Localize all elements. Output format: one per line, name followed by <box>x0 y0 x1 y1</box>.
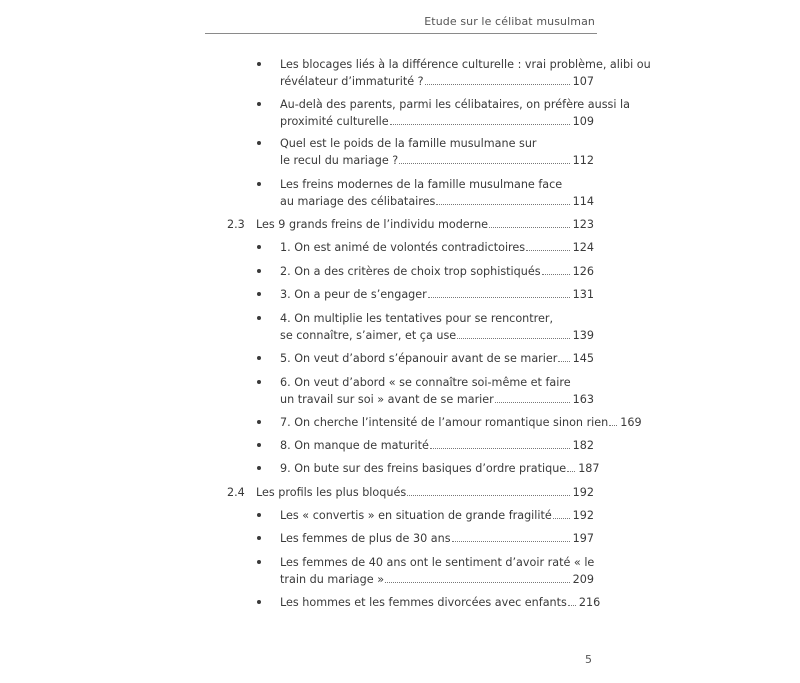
entry-title-text: Les « convertis » en situation de grande fragilité <box>280 509 552 522</box>
bullet-icon <box>257 420 261 424</box>
toc-subentry <box>257 554 594 588</box>
entry-page-number: 109 <box>572 115 594 128</box>
entry-page-number: 169 <box>620 416 642 429</box>
bullet-icon <box>257 62 261 66</box>
entry-page-number: 107 <box>572 75 594 88</box>
toc-subentry <box>257 350 594 367</box>
entry-title-text: 4. On multiplie les tentatives pour se rencontrer, <box>280 312 554 325</box>
bullet-icon <box>257 560 261 564</box>
bullet-icon <box>257 269 261 273</box>
dot-leader <box>609 425 617 426</box>
dot-leader <box>428 297 570 298</box>
entry-title-text: 1. On est animé de volontés contradictoires <box>280 241 526 254</box>
toc-subentry <box>257 286 594 303</box>
bullet-icon <box>257 102 261 106</box>
dot-leader <box>390 124 570 125</box>
toc-subentry <box>257 96 630 130</box>
toc-section-entry <box>227 216 594 233</box>
entry-page-number: 124 <box>572 241 594 254</box>
entry-page-number: 182 <box>572 439 594 452</box>
toc-subentry <box>257 310 594 344</box>
entry-title-text: 8. On manque de maturité <box>280 439 429 452</box>
running-header-title: Etude sur le célibat musulman <box>424 15 595 28</box>
entry-page-number: 131 <box>572 288 594 301</box>
entry-page-number: 139 <box>572 329 594 342</box>
dot-leader <box>436 204 569 205</box>
entry-title-text: révélateur d’immaturité ? <box>280 75 424 88</box>
toc-subentry <box>257 135 594 169</box>
bullet-icon <box>257 245 261 249</box>
bullet-icon <box>257 536 261 540</box>
toc-subentry <box>257 437 594 454</box>
bullet-icon <box>257 466 261 470</box>
entry-title-text: Au-delà des parents, parmi les célibataires, on préfère aussi la <box>280 98 630 111</box>
dot-leader <box>495 402 570 403</box>
bullet-icon <box>257 443 261 447</box>
dot-leader <box>430 448 570 449</box>
toc-subentry <box>257 176 594 210</box>
toc-subentry <box>257 460 600 477</box>
toc-subentry <box>257 530 594 547</box>
toc-subentry <box>257 507 594 524</box>
toc-subentry <box>257 56 651 90</box>
dot-leader <box>558 361 569 362</box>
page-number: 5 <box>585 653 592 666</box>
entry-page-number: 145 <box>572 352 594 365</box>
entry-title-text: proximité culturelle <box>280 115 389 128</box>
entry-page-number: 216 <box>578 596 601 609</box>
toc-subentry <box>257 414 642 431</box>
toc-subentry <box>257 239 594 256</box>
bullet-icon <box>257 356 261 360</box>
bullet-icon <box>257 141 261 145</box>
toc-subentry <box>257 594 601 611</box>
toc-subentry <box>257 374 594 408</box>
dot-leader <box>457 338 569 339</box>
entry-title-text: se connaître, s’aimer, et ça use <box>280 329 457 342</box>
entry-page-number: 192 <box>572 509 594 522</box>
entry-title-text: Les freins modernes de la famille musulmane face <box>280 178 563 191</box>
entry-title-text: Les femmes de plus de 30 ans <box>280 532 451 545</box>
dot-leader <box>452 541 570 542</box>
entry-title-text: train du mariage » <box>280 573 385 586</box>
entry-title-text: 7. On cherche l’intensité de l’amour romantique sinon rien <box>280 416 609 429</box>
entry-title-text: 2. On a des critères de choix trop sophistiqués <box>280 265 541 278</box>
entry-title-text: Les blocages liés à la différence culturelle : vrai problème, alibi ou <box>280 58 651 71</box>
section-number: 2.4 <box>227 486 245 499</box>
entry-title-text: Les 9 grands freins de l’individu moderne <box>256 218 489 231</box>
dot-leader <box>568 605 576 606</box>
entry-page-number: 126 <box>572 265 594 278</box>
dot-leader <box>407 495 569 496</box>
entry-title-text: un travail sur soi » avant de se marier <box>280 393 494 406</box>
bullet-icon <box>257 182 261 186</box>
dot-leader <box>489 227 570 228</box>
entry-page-number: 192 <box>572 486 594 499</box>
entry-title-text: Les hommes et les femmes divorcées avec enfants <box>280 596 567 609</box>
entry-title-text: Les femmes de 40 ans ont le sentiment d’avoir raté « le <box>280 556 595 569</box>
section-number: 2.3 <box>227 218 245 231</box>
entry-title-text: au mariage des célibataires <box>280 195 436 208</box>
entry-title-text: Quel est le poids de la famille musulmane sur <box>280 137 537 150</box>
entry-title-text: le recul du mariage ? <box>280 154 399 167</box>
dot-leader <box>553 518 570 519</box>
entry-page-number: 197 <box>572 532 594 545</box>
entry-title-text: 9. On bute sur des freins basiques d’ordre pratique <box>280 462 567 475</box>
bullet-icon <box>257 600 261 604</box>
toc-section-entry <box>227 484 594 501</box>
bullet-icon <box>257 380 261 384</box>
dot-leader <box>399 163 569 164</box>
entry-page-number: 163 <box>572 393 594 406</box>
entry-page-number: 187 <box>578 462 600 475</box>
entry-title-text: 5. On veut d’abord s’épanouir avant de se marier <box>280 352 558 365</box>
bullet-icon <box>257 292 261 296</box>
dot-leader <box>542 274 570 275</box>
dot-leader <box>567 471 575 472</box>
entry-page-number: 112 <box>572 154 594 167</box>
dot-leader <box>526 250 570 251</box>
entry-title-text: 3. On a peur de s’engager <box>280 288 427 301</box>
bullet-icon <box>257 316 261 320</box>
entry-page-number: 123 <box>572 218 594 231</box>
header-rule <box>205 33 597 34</box>
entry-page-number: 114 <box>572 195 594 208</box>
toc-subentry <box>257 263 594 280</box>
dot-leader <box>425 84 570 85</box>
entry-title-text: 6. On veut d’abord « se connaître soi-même et faire <box>280 376 571 389</box>
entry-title-text: Les profils les plus bloqués <box>256 486 407 499</box>
bullet-icon <box>257 513 261 517</box>
dot-leader <box>385 582 570 583</box>
entry-page-number: 209 <box>572 573 594 586</box>
